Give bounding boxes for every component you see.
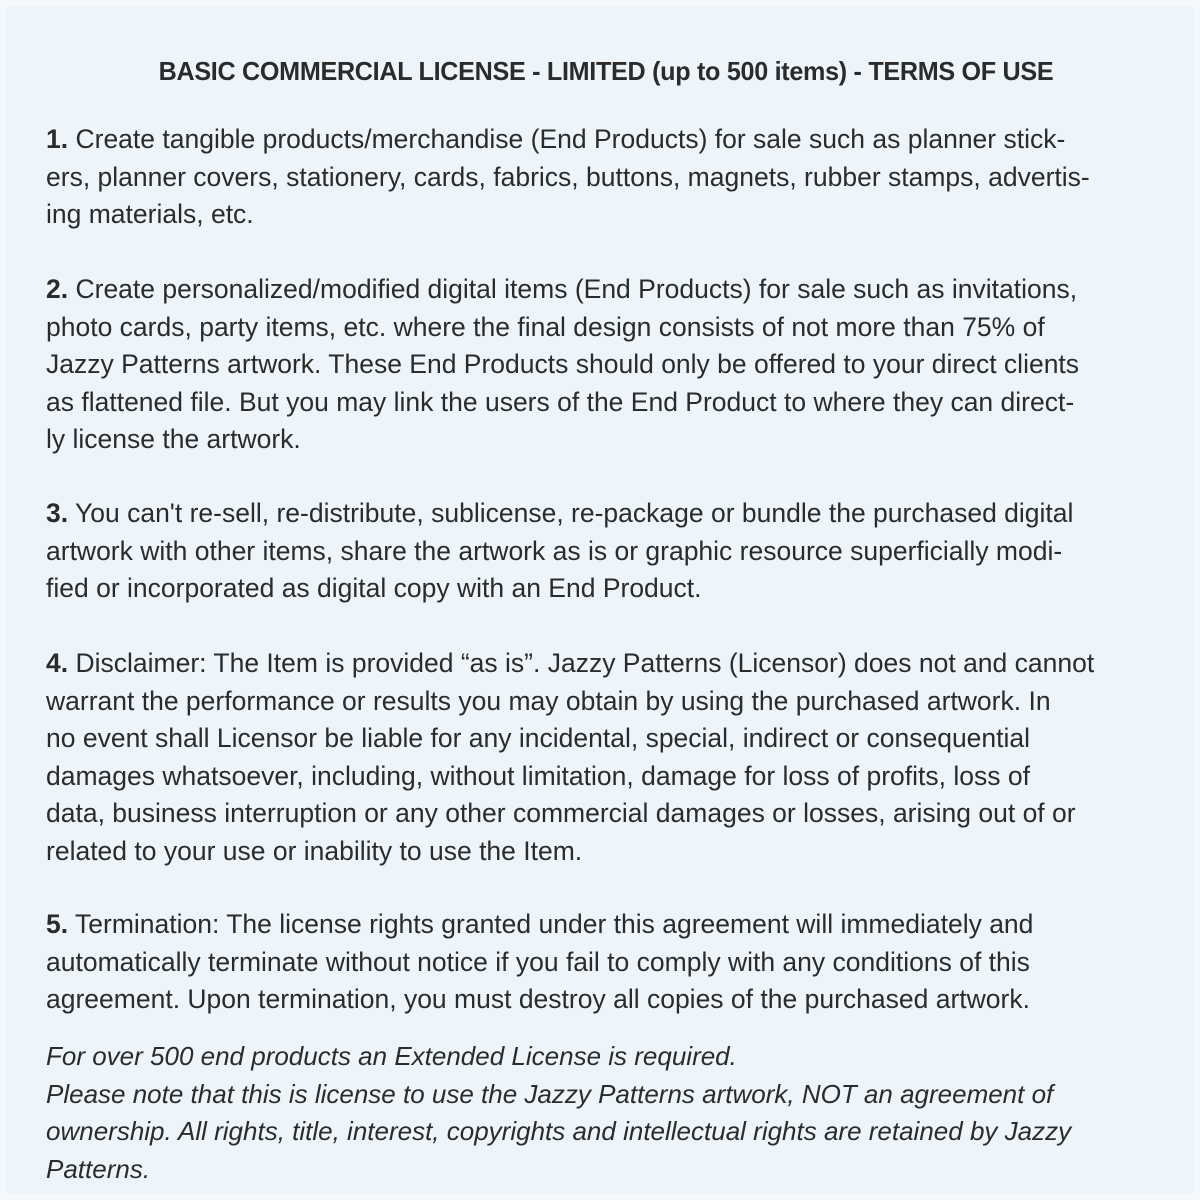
clause-number: 3. [46,498,69,528]
footer-line: Please note that this is license to use the Jazzy Patterns artwork, NOT an agreement of [46,1078,1054,1109]
clause-text: Create personalized/modified digital items (End Products) for sale such as invitations, [75,274,1078,304]
clause-line [46,645,1181,683]
clause-line [46,271,1181,309]
clause-line: photo cards, party items, etc. where the final design consists of not more than 75% of [46,311,1045,342]
clause-line: ing materials, etc. [46,199,254,229]
clause-line [46,906,1181,944]
clause-line: ers, planner covers, stationery, cards, fabrics, buttons, magnets, rubber stamps, advertis- [46,161,1090,192]
clause-line: as flattened file. But you may link the users of the End Product to where they can direct- [46,386,1075,417]
clause-line: agreement. Upon termination, you must destroy all copies of the purchased artwork. [46,984,1030,1014]
clause-4 [46,645,1181,870]
clause-line: no event shall Licensor be liable for any incidental, special, indirect or consequential [46,723,1031,753]
clause-line: data, business interruption or any other commercial damages or losses, arising out of or [46,798,1076,828]
clause-line: ly license the artwork. [46,424,301,454]
footer-line: ownership. All rights, title, interest, copyrights and intellectual rights are retained by Jazzy [46,1116,1072,1146]
clause-line: automatically terminate without notice if you fail to comply with any conditions of this [46,946,1030,977]
clause-3 [46,495,1181,608]
clause-text: Disclaimer: The Item is provided “as is”. Jazzy Patterns (Licensor) does not and cannot [75,648,1095,678]
clause-line: related to your use or inability to use the Item. [46,835,583,866]
clause-text: Termination: The license rights granted under this agreement will immediately and [75,909,1034,939]
footer-line: Patterns. [46,1153,151,1184]
clause-number: 4. [46,648,69,678]
clause-text: You can't re-sell, re-distribute, sublicense, re-package or bundle the purchased digital [75,498,1074,528]
clause-text: Create tangible products/merchandise (End Products) for sale such as planner stick- [75,124,1066,154]
clause-line: damages whatsoever, including, without limitation, damage for loss of profits, loss of [46,760,1030,791]
license-footer-note [46,1038,1181,1188]
clause-line: warrant the performance or results you may obtain by using the purchased artwork. In [46,685,1051,716]
clause-line: Jazzy Patterns artwork. These End Products should only be offered to your direct clients [46,349,1080,379]
clause-line: fied or incorporated as digital copy with an End Product. [46,573,702,603]
clause-1 [46,121,1181,234]
clause-line [46,495,1181,533]
clause-2 [46,271,1181,459]
clause-line [46,121,1181,159]
footer-line: For over 500 end products an Extended License is required. [46,1041,737,1071]
clause-number: 1. [46,124,69,154]
clause-5 [46,906,1181,1019]
clause-number: 2. [46,274,69,304]
clause-number: 5. [46,909,69,939]
clause-line: artwork with other items, share the artwork as is or graphic resource superficially modi- [46,535,1063,566]
license-title: BASIC COMMERCIAL LICENSE - LIMITED (up to 500 items) - TERMS OF USE [158,56,1054,86]
